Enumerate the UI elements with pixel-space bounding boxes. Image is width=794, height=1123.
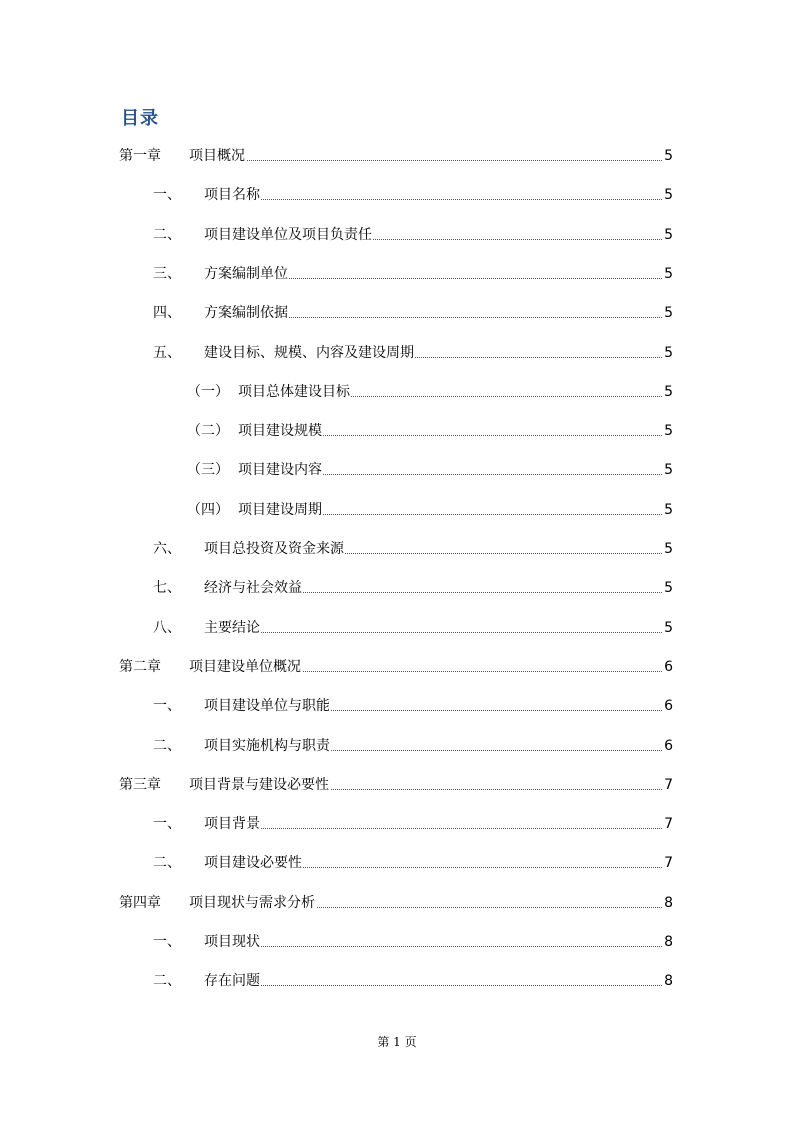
toc-entry-text: 项目建设必要性 bbox=[204, 852, 303, 874]
toc-entry-number: 三、 bbox=[153, 265, 181, 282]
toc-entry-text: 项目实施机构与职责 bbox=[204, 735, 331, 757]
toc-dot-leader bbox=[204, 946, 666, 947]
toc-entry-text: 项目概况 bbox=[189, 145, 246, 167]
toc-entry-number: 八、 bbox=[153, 619, 181, 636]
toc-entry-number: 二、 bbox=[153, 973, 181, 990]
toc-entry-number: 一、 bbox=[153, 698, 181, 715]
toc-entry-text: 项目总体建设目标 bbox=[238, 381, 351, 403]
toc-entry-page: 5 bbox=[663, 342, 673, 364]
toc-entry-text: 项目现状与需求分析 bbox=[189, 892, 316, 914]
toc-entry-number: 第三章 bbox=[119, 776, 161, 793]
toc-entry[interactable] bbox=[0, 184, 794, 206]
toc-entry-text: 项目建设周期 bbox=[238, 499, 323, 521]
toc-entry-number: 四、 bbox=[153, 305, 181, 322]
toc-entry[interactable] bbox=[0, 342, 794, 364]
toc-entry-number: （一） bbox=[187, 383, 229, 400]
toc-entry-text: 项目现状 bbox=[204, 931, 261, 953]
toc-entry-text: 建设目标、规模、内容及建设周期 bbox=[204, 342, 415, 364]
toc-entry-number: 第一章 bbox=[119, 148, 161, 164]
toc-entry-text: 项目总投资及资金来源 bbox=[204, 538, 345, 560]
toc-entry-number: 第二章 bbox=[119, 658, 161, 675]
toc-entry-page: 8 bbox=[663, 970, 673, 992]
toc-entry-number: 二、 bbox=[153, 855, 181, 872]
toc-dot-leader bbox=[189, 160, 666, 161]
toc-entry[interactable] bbox=[0, 852, 794, 874]
toc-entry-page: 6 bbox=[663, 695, 673, 717]
toc-entry-page: 7 bbox=[663, 852, 673, 874]
toc-entry-number: （二） bbox=[187, 423, 229, 440]
toc-entry[interactable] bbox=[0, 145, 794, 167]
toc-entry[interactable] bbox=[0, 970, 794, 992]
toc-entry-page: 6 bbox=[663, 735, 673, 757]
toc-entry-page: 5 bbox=[663, 499, 673, 521]
toc-entry-page: 5 bbox=[663, 459, 673, 481]
toc-entry-number: （四） bbox=[187, 501, 229, 518]
toc-entry-number: 一、 bbox=[153, 934, 181, 950]
toc-entry-page: 5 bbox=[663, 577, 673, 599]
toc-entry[interactable] bbox=[0, 774, 794, 796]
toc-entry-page: 7 bbox=[663, 813, 673, 835]
toc-entry[interactable] bbox=[0, 224, 794, 246]
toc-entry[interactable] bbox=[0, 735, 794, 757]
toc-entry-page: 6 bbox=[663, 656, 673, 678]
toc-entry[interactable] bbox=[0, 577, 794, 599]
toc-entry-number: 二、 bbox=[153, 226, 181, 243]
toc-entry-page: 7 bbox=[663, 774, 673, 796]
toc-entry-number: 五、 bbox=[153, 344, 181, 361]
toc-entry-text: 项目建设单位概况 bbox=[189, 656, 302, 678]
toc-entry-number: 一、 bbox=[153, 816, 181, 833]
toc-entry-text: 项目建设内容 bbox=[238, 459, 323, 481]
toc-entry-text: 方案编制依据 bbox=[204, 302, 289, 324]
toc-entry-number: 第四章 bbox=[119, 894, 161, 911]
toc-entry-page: 5 bbox=[663, 381, 673, 403]
toc-entry-page: 8 bbox=[663, 892, 673, 914]
toc-entry-page: 5 bbox=[663, 184, 673, 206]
toc-dot-leader bbox=[204, 199, 666, 200]
toc-entry-text: 项目建设规模 bbox=[238, 420, 323, 442]
toc-entry-page: 5 bbox=[663, 145, 673, 167]
toc-entry-text: 经济与社会效益 bbox=[204, 577, 303, 599]
toc-entry-text: 项目背景 bbox=[204, 813, 261, 835]
toc-entry-page: 5 bbox=[663, 538, 673, 560]
toc-entry[interactable] bbox=[0, 459, 794, 481]
toc-entry[interactable] bbox=[0, 813, 794, 835]
toc-entry-page: 5 bbox=[663, 302, 673, 324]
toc-entry-number: （三） bbox=[187, 462, 229, 479]
toc-entry-page: 5 bbox=[663, 263, 673, 285]
toc-entry-text: 项目背景与建设必要性 bbox=[189, 774, 330, 796]
toc-entry[interactable] bbox=[0, 381, 794, 403]
toc-dot-leader bbox=[204, 985, 666, 986]
toc-entry[interactable] bbox=[0, 656, 794, 678]
toc-entry-number: 六、 bbox=[153, 541, 181, 557]
toc-entry-text: 项目建设单位及项目负责任 bbox=[204, 224, 373, 246]
toc-dot-leader bbox=[204, 828, 666, 829]
toc-entry-number: 一、 bbox=[153, 187, 181, 204]
toc-entry[interactable] bbox=[0, 695, 794, 717]
toc-dot-leader bbox=[204, 632, 666, 633]
toc-entry-number: 二、 bbox=[153, 737, 181, 754]
toc-entry-text: 项目建设单位与职能 bbox=[204, 695, 331, 717]
toc-entry[interactable] bbox=[0, 538, 794, 560]
toc-title: 目录 bbox=[121, 108, 159, 129]
toc-entry-page: 5 bbox=[663, 617, 673, 639]
toc-entry[interactable] bbox=[0, 263, 794, 285]
toc-entry-page: 5 bbox=[663, 420, 673, 442]
toc-entry[interactable] bbox=[0, 617, 794, 639]
toc-entry[interactable] bbox=[0, 931, 794, 953]
toc-entry-page: 5 bbox=[663, 224, 673, 246]
toc-entry[interactable] bbox=[0, 892, 794, 914]
page-footer: 第 1 页 bbox=[377, 1035, 417, 1049]
toc-entry-text: 方案编制单位 bbox=[204, 263, 289, 285]
toc-entry-text: 主要结论 bbox=[204, 617, 261, 639]
toc-entry-page: 8 bbox=[663, 931, 673, 953]
toc-entry-number: 七、 bbox=[153, 580, 181, 597]
toc-entry-text: 项目名称 bbox=[204, 184, 261, 206]
toc-entry[interactable] bbox=[0, 420, 794, 442]
toc-entry[interactable] bbox=[0, 302, 794, 324]
toc-entry-text: 存在问题 bbox=[204, 970, 261, 992]
toc-entry[interactable] bbox=[0, 499, 794, 521]
